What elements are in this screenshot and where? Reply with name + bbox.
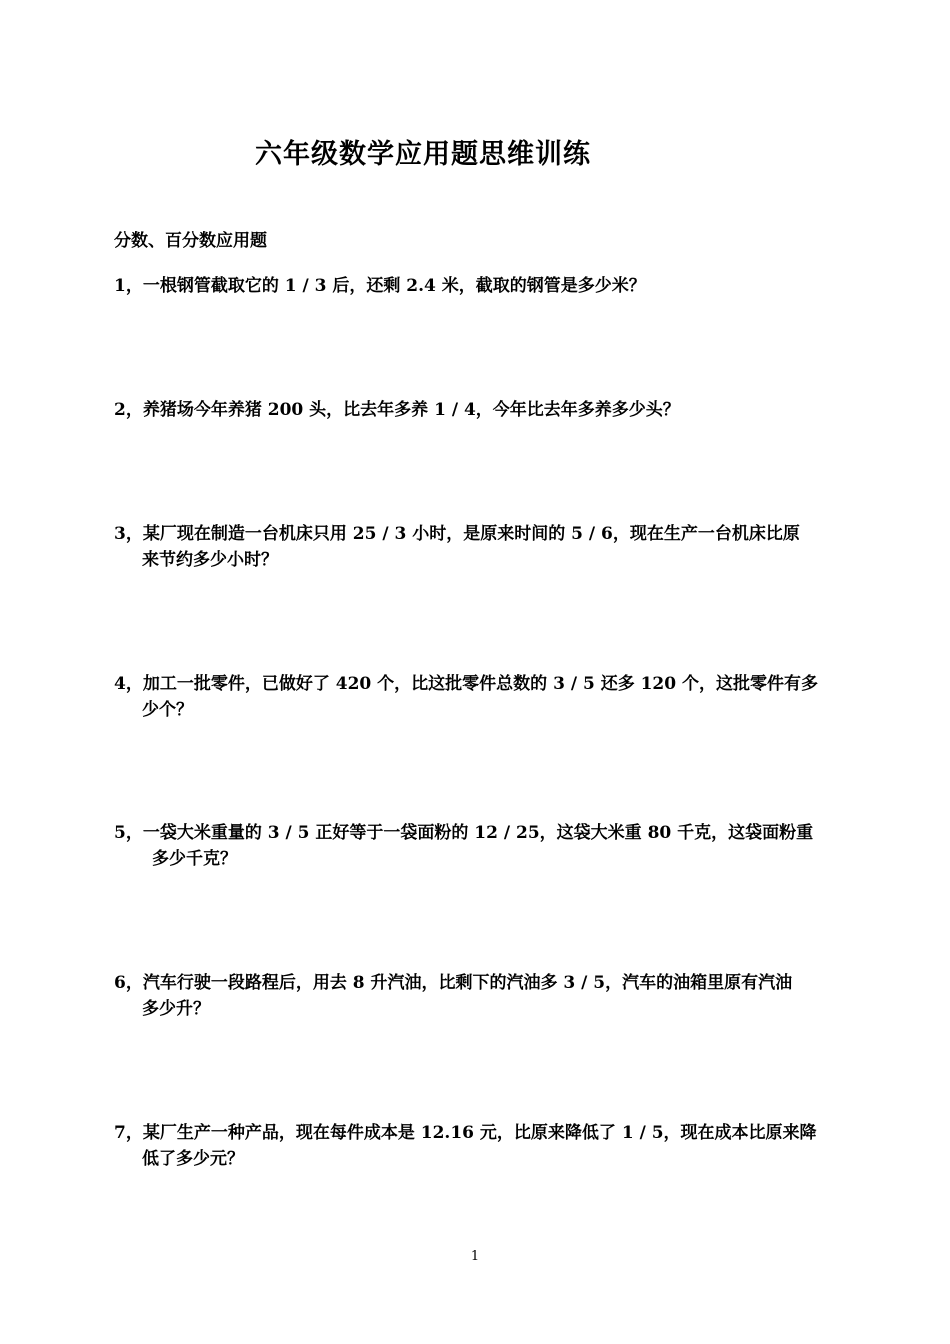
question-6 bbox=[114, 970, 840, 1022]
page-number: 1 bbox=[470, 1249, 480, 1264]
question-text: 7，某厂生产一种产品，现在每件成本是 12.16 元，比原来降低了 1 / 5，现在成本比原来降 bbox=[114, 1123, 817, 1143]
question-text-continued: 来节约多少小时？ bbox=[142, 550, 278, 570]
question-text-continued: 低了多少元？ bbox=[142, 1149, 244, 1169]
question-4 bbox=[114, 671, 840, 723]
question-text: 2，养猪场今年养猪 200 头，比去年多养 1 / 4，今年比去年多养多少头？ bbox=[114, 400, 680, 420]
question-text: 5，一袋大米重量的 3 / 5 正好等于一袋面粉的 12 / 25，这袋大米重 80 千克，这袋面粉重 bbox=[114, 823, 814, 843]
page-title: 六年级数学应用题思维训练 bbox=[255, 139, 591, 170]
question-2 bbox=[114, 397, 840, 423]
question-text-continued: 少个？ bbox=[142, 700, 193, 720]
question-text: 3，某厂现在制造一台机床只用 25 / 3 小时，是原来时间的 5 / 6，现在生产一台机床比原 bbox=[114, 524, 800, 544]
question-5 bbox=[114, 820, 840, 872]
question-1 bbox=[114, 273, 840, 299]
question-text: 1，一根钢管截取它的 1 / 3 后，还剩 2.4 米，截取的钢管是多少米？ bbox=[114, 276, 646, 296]
question-text-continued: 多少升？ bbox=[142, 999, 210, 1019]
question-text: 6，汽车行驶一段路程后，用去 8 升汽油，比剩下的汽油多 3 / 5，汽车的油箱里原有汽油 bbox=[114, 973, 793, 993]
question-text: 4，加工一批零件，已做好了 420 个，比这批零件总数的 3 / 5 还多 120 个，这批零件有多 bbox=[114, 674, 819, 694]
section-heading: 分数、百分数应用题 bbox=[114, 231, 267, 251]
question-7 bbox=[114, 1120, 840, 1172]
question-3 bbox=[114, 521, 840, 573]
question-text-continued: 多少千克？ bbox=[152, 849, 237, 869]
